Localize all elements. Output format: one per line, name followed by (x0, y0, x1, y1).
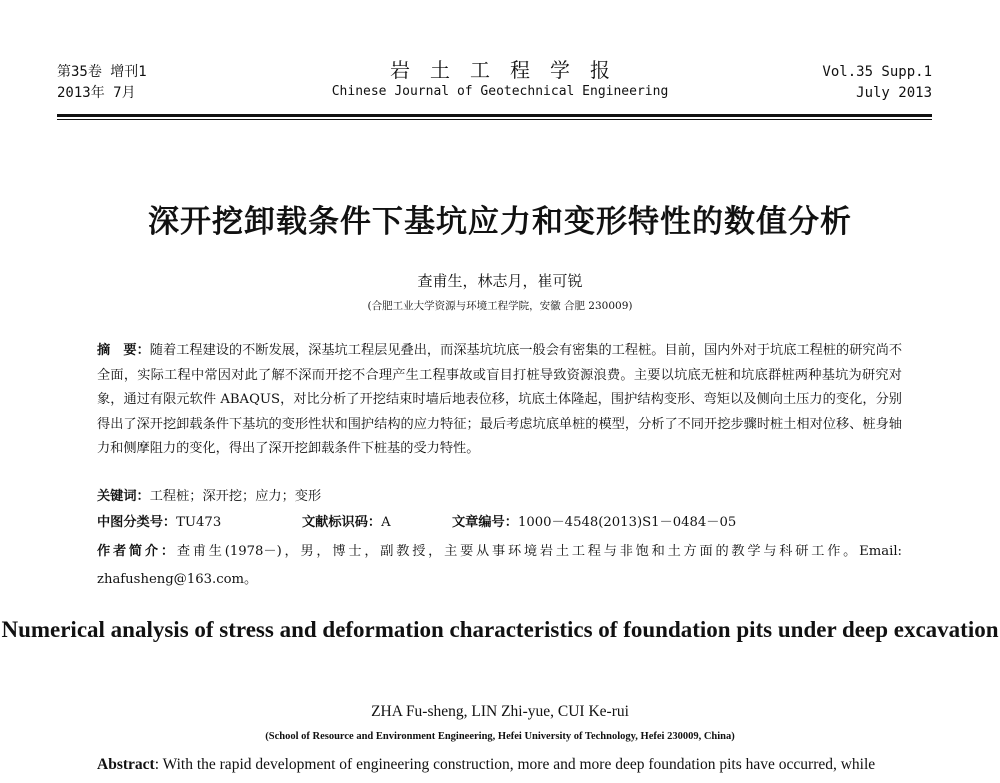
volume-en: Vol.35 Supp.1 (822, 64, 932, 80)
abstract-en-label: Abstract (97, 756, 155, 773)
journal-name-cn: 岩土工程学报 (390, 58, 630, 82)
journal-name-en: Chinese Journal of Geotechnical Engineering (331, 84, 669, 99)
doc-code-label: 文献标识码： (302, 515, 382, 530)
author-intro-text: 查甫生(1978－)，男，博士，副教授，主要从事环境岩土工程与非饱和土方面的教学与科研工作。Email: zhafusheng@163.com。 (97, 544, 902, 587)
abstract-cn-label: 摘 要： (97, 343, 150, 358)
author-intro-label: 作者简介： (97, 544, 177, 559)
article-number-value: 1000－4548(2013)S1－0484－05 (517, 515, 737, 530)
clc-label: 中图分类号： (97, 515, 177, 530)
keywords-cn (97, 485, 321, 509)
article-number-label: 文章编号： (452, 515, 518, 530)
authors-cn: 查甫生，林志月，崔可锐 (417, 272, 583, 290)
header-rule-thin (57, 119, 932, 120)
volume-cn: 第35卷 增刊1 (57, 64, 147, 80)
affiliation-cn: (合肥工业大学资源与环境工程学院，安徽 合肥 230009) (367, 300, 633, 312)
doc-code-value: A (381, 515, 391, 530)
date-cn: 2013年 7月 (57, 85, 136, 101)
date-en: July 2013 (856, 85, 932, 101)
keywords-label: 关键词： (97, 489, 150, 504)
abstract-en-text: : With the rapid development of engineering construction, more and more deep foundation pits have occurred, while (154, 756, 876, 773)
abstract-en (97, 754, 907, 776)
paper-title-en: Numerical analysis of stress and deformation characteristics of foundation pits under deep excavation (1, 617, 999, 642)
abstract-cn-text: 随着工程建设的不断发展，深基坑工程层见叠出，而深基坑坑底一般会有密集的工程桩。目前，国内外对于坑底工程桩的研究尚不全面，实际工程中常因对此了解不深而开挖不合理产生工程事故或盲目打桩导致资源浪费。主要以坑底无桩和坑底群桩两种基坑为研究对象，通过有限元软件 ABAQUS，对比分析了开挖结束时墙后地表位移，坑底土体隆起，围护结构变形、弯矩以及侧向土压力的变化，分别得出了深开挖卸载条件下基坑的变形性状和围护结构的应力特征；最后考虑坑底单桩的模型，分析了不同开挖步骤时桩土相对位移、桩身轴力和侧摩阻力的变化，得出了深开挖卸载条件下桩基的受力特性。 (97, 343, 903, 456)
clc-value: TU473 (176, 515, 222, 530)
author-intro (97, 538, 902, 594)
authors-en: ZHA Fu-sheng, LIN Zhi-yue, CUI Ke-rui (371, 703, 629, 720)
affiliation-en: (School of Resource and Environment Engineering, Hefei University of Technology, Hefei 230009, China) (265, 731, 735, 742)
classification-line (97, 511, 736, 535)
keywords-text: 工程桩；深开挖；应力；变形 (149, 489, 322, 504)
header-rule-thick (57, 114, 932, 117)
abstract-cn (97, 339, 902, 462)
paper-title-cn: 深开挖卸载条件下基坑应力和变形特性的数值分析 (148, 204, 852, 240)
header-right (822, 62, 932, 104)
